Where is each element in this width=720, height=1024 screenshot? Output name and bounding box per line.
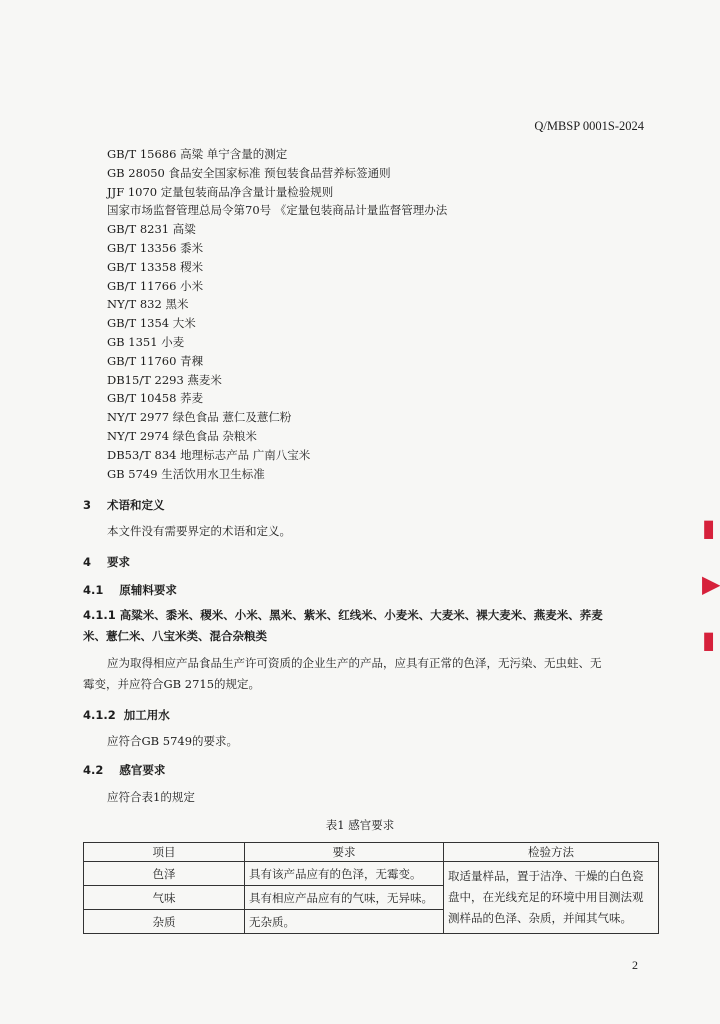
section-3-body: 本文件没有需要界定的术语和定义。	[107, 524, 291, 538]
section-4-1-2-heading	[83, 707, 170, 723]
requirement-cell: 无杂质。	[245, 910, 444, 934]
reference-item: GB/T 13356 黍米	[107, 240, 204, 255]
column-header: 检验方法	[444, 843, 659, 862]
normative-references-list	[107, 145, 447, 483]
stamp-glyph: ▮	[702, 514, 716, 542]
section-title: 术语和定义	[107, 498, 165, 512]
section-4-1-2-body: 应符合GB 5749的要求。	[107, 734, 239, 748]
reference-item: GB/T 11766 小米	[107, 278, 204, 293]
section-4-2-body: 应符合表1的规定	[107, 790, 195, 804]
sensory-requirements-table	[83, 842, 659, 934]
reference-item: NY/T 2974 绿色食品 杂粮米	[107, 428, 257, 443]
page-number: 2	[632, 958, 638, 972]
test-method-cell: 取适量样品，置于洁净、干燥的白色瓷盘中，在光线充足的环境中用目测法观测样品的色泽、杂质，并闻其气味。	[444, 862, 659, 934]
table-row	[84, 862, 659, 886]
reference-item: NY/T 2977 绿色食品 薏仁及薏仁粉	[107, 410, 292, 425]
reference-item: NY/T 832 黑米	[107, 297, 189, 312]
section-4-1-1-body-line: 霉变，并应符合GB 2715的规定。	[83, 677, 261, 691]
item-cell: 杂质	[84, 910, 245, 934]
section-4-1-1-heading	[83, 607, 603, 623]
reference-item: GB/T 11760 青稞	[107, 353, 204, 368]
section-number: 3	[83, 498, 92, 512]
item-cell: 气味	[84, 886, 245, 910]
section-4-1-1-heading-cont: 米、薏仁米、八宝米类、混合杂粮类	[83, 629, 267, 643]
section-4-heading	[83, 554, 130, 570]
stamp-glyph: ▶	[702, 570, 720, 598]
section-3-heading	[83, 497, 165, 513]
reference-item: GB 5749 生活饮用水卫生标准	[107, 466, 265, 481]
section-4-1-heading	[83, 582, 177, 598]
reference-item: GB/T 10458 荞麦	[107, 391, 204, 406]
reference-item: 国家市场监督管理总局令第70号 《定量包装商品计量监督管理办法	[107, 203, 448, 218]
reference-item: JJF 1070 定量包装商品净含量计量检验规则	[107, 184, 334, 199]
section-4-1-1-body-line: 应为取得相应产品食品生产许可资质的企业生产的产品，应具有正常的色泽，无污染、无虫蛀、无	[107, 656, 602, 670]
table-header-row	[84, 843, 659, 862]
reference-item: GB/T 8231 高粱	[107, 222, 196, 237]
section-title: 感官要求	[119, 763, 166, 777]
column-header: 项目	[84, 843, 245, 862]
section-number: 4.2	[83, 763, 104, 777]
reference-item: GB/T 15686 高粱 单宁含量的测定	[107, 147, 288, 161]
table-caption: 表1 感官要求	[325, 818, 395, 832]
red-seal-stamp	[702, 500, 720, 668]
reference-item: GB 1351 小麦	[107, 334, 185, 349]
section-title: 加工用水	[123, 708, 170, 722]
section-number: 4.1.2	[83, 708, 116, 722]
document-id: Q/MBSP 0001S-2024	[534, 119, 644, 133]
requirement-cell: 具有该产品应有的色泽，无霉变。	[245, 862, 444, 886]
section-4-2-heading	[83, 762, 165, 778]
requirement-cell: 具有相应产品应有的气味，无异味。	[245, 886, 444, 910]
section-title: 要求	[107, 555, 131, 569]
column-header: 要求	[245, 843, 444, 862]
section-title-line: 高粱米、黍米、稷米、小米、黑米、紫米、红线米、小麦米、大麦米、裸大麦米、燕麦米、荞麦	[119, 608, 603, 622]
section-number: 4.1	[83, 583, 104, 597]
reference-item: GB 28050 食品安全国家标准 预包装食品营养标签通则	[107, 165, 391, 180]
item-cell: 色泽	[84, 862, 245, 886]
reference-item: GB/T 1354 大米	[107, 316, 196, 331]
reference-item: DB53/T 834 地理标志产品 广南八宝米	[107, 447, 311, 462]
stamp-glyph: ▮	[702, 626, 716, 654]
section-title: 原辅料要求	[119, 583, 177, 597]
reference-item: GB/T 13358 稷米	[107, 259, 204, 274]
section-number: 4	[83, 555, 92, 569]
section-number: 4.1.1	[83, 608, 116, 622]
reference-item: DB15/T 2293 燕麦米	[107, 372, 222, 387]
